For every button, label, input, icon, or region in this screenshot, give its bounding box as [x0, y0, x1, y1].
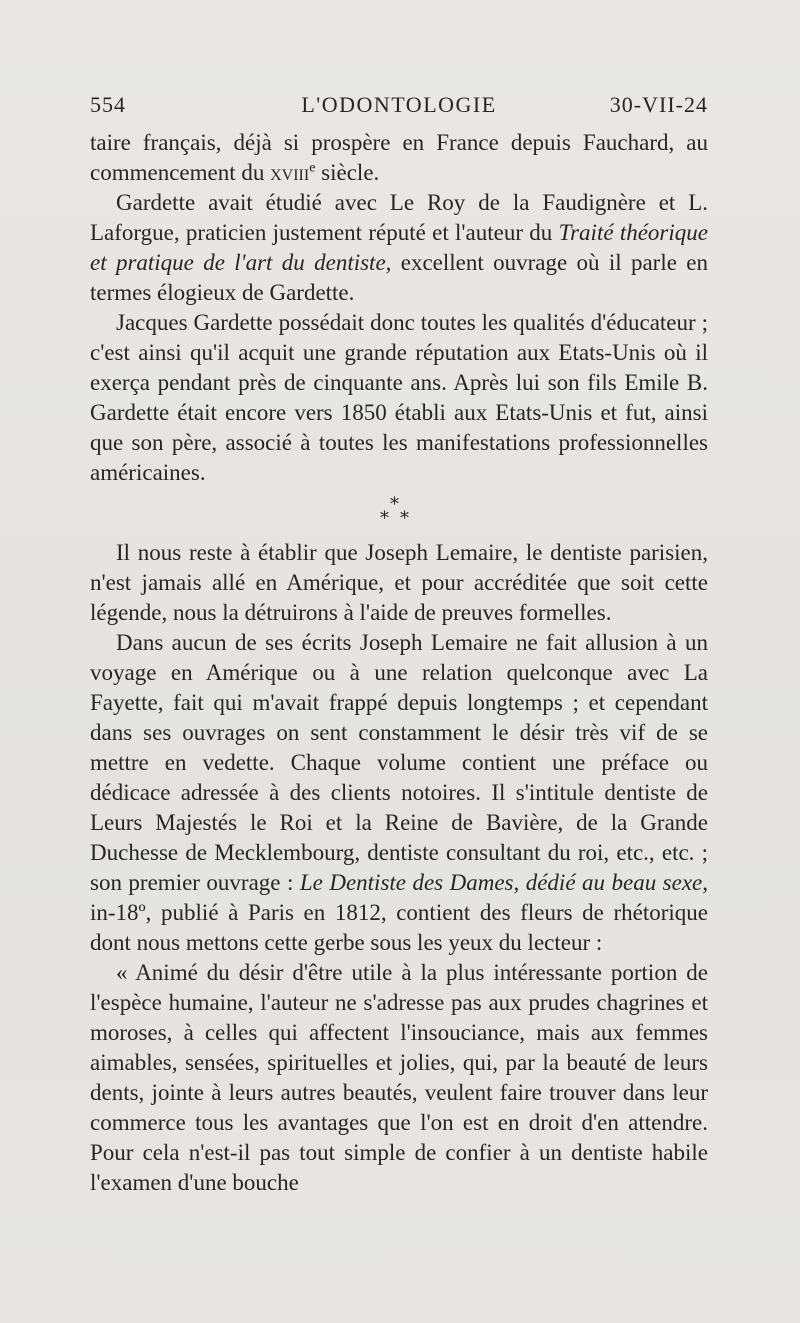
paragraph-1-text: taire français, déjà si prospère en France depuis Fauchard, au commencement du: [90, 130, 708, 185]
asterisk-right: *: [400, 508, 409, 529]
paragraph-2-end: excellent ouvrage où il parle en termes élogieux de Gardette.: [90, 250, 708, 305]
paragraph-4: Il nous reste à établir que Joseph Lemaire, le dentiste parisien, n'est jamais allé en Amérique, et pour accréditée que soit cette légende, nous la détruirons à l'aide de preuves formelles.: [90, 540, 708, 625]
paragraph-1-end: siècle.: [315, 160, 380, 185]
century-numeral: xviii: [270, 160, 310, 185]
paragraph-2-text: Gardette avait étudié avec Le Roy de la Faudignère et L. Laforgue, praticien justement réputé et l'auteur du: [90, 190, 708, 245]
journal-title: L'ODONTOLOGIE: [301, 92, 497, 117]
asterism-divider: [90, 488, 708, 538]
paragraph-2: [90, 188, 708, 308]
paragraph-6-quote: « Animé du désir d'être utile à la plus intéressante portion de l'espèce humaine, l'auteur ne s'adresse pas aux prudes chagrines et moroses, à celles qui affectent l'insouciance, mais aux femmes aimables, sensées, spirituelles et jolies, qui, par la beauté de leurs dents, jointe à leurs autres beautés, veulent faire trouver dans leur commerce tous les avantages que l'on est en droit d'en attendre. Pour cela n'est-il pas tout simple de confier à un dentiste habile l'examen d'une bouche: [90, 960, 708, 1195]
page-number: 554: [90, 92, 126, 117]
body-text: [90, 128, 708, 1198]
paragraph-5-end: in-18º, publié à Paris en 1812, contient des fleurs de rhétorique dont nous mettons cette gerbe sous les yeux du lecteur :: [90, 900, 708, 955]
paragraph-1: [90, 128, 708, 188]
issue-date: 30-VII-24: [609, 92, 708, 117]
paragraph-5-text: Dans aucun de ses écrits Joseph Lemaire ne fait allusion à un voyage en Amérique ou à une relation quelconque avec La Fayette, fait qui m'avait frappé depuis longtemps ; et cependant dans ses ouvrages on sent constamment le désir très vif de se mettre en vedette. Chaque volume contient une préface ou dédicace adressée à des clients notoires. Il s'intitule dentiste de Leurs Majestés le Roi et la Reine de Bavière, de la Grande Duchesse de Mecklembourg, dentiste consultant du roi, etc., etc. ; son premier ouvrage :: [90, 630, 708, 895]
book-title-dentiste-des-dames: Le Dentiste des Dames, dédié au beau sexe,: [299, 870, 708, 895]
paragraph-3: Jacques Gardette possédait donc toutes les qualités d'éducateur ; c'est ainsi qu'il acquit une grande réputation aux Etats-Unis où il exerça pendant près de cinquante ans. Après lui son fils Emile B. Gardette était encore vers 1850 établi aux Etats-Unis et fut, ainsi que son père, associé à toutes les manifestations professionnelles américaines.: [90, 310, 708, 485]
book-title-traite: Traité théorique et pratique de l'art du dentiste,: [90, 220, 708, 275]
asterisk-top: *: [390, 494, 399, 515]
running-head: [90, 92, 708, 122]
paragraph-5: [90, 628, 708, 958]
century-superscript: e: [309, 160, 316, 176]
asterisk-left: *: [380, 508, 389, 529]
